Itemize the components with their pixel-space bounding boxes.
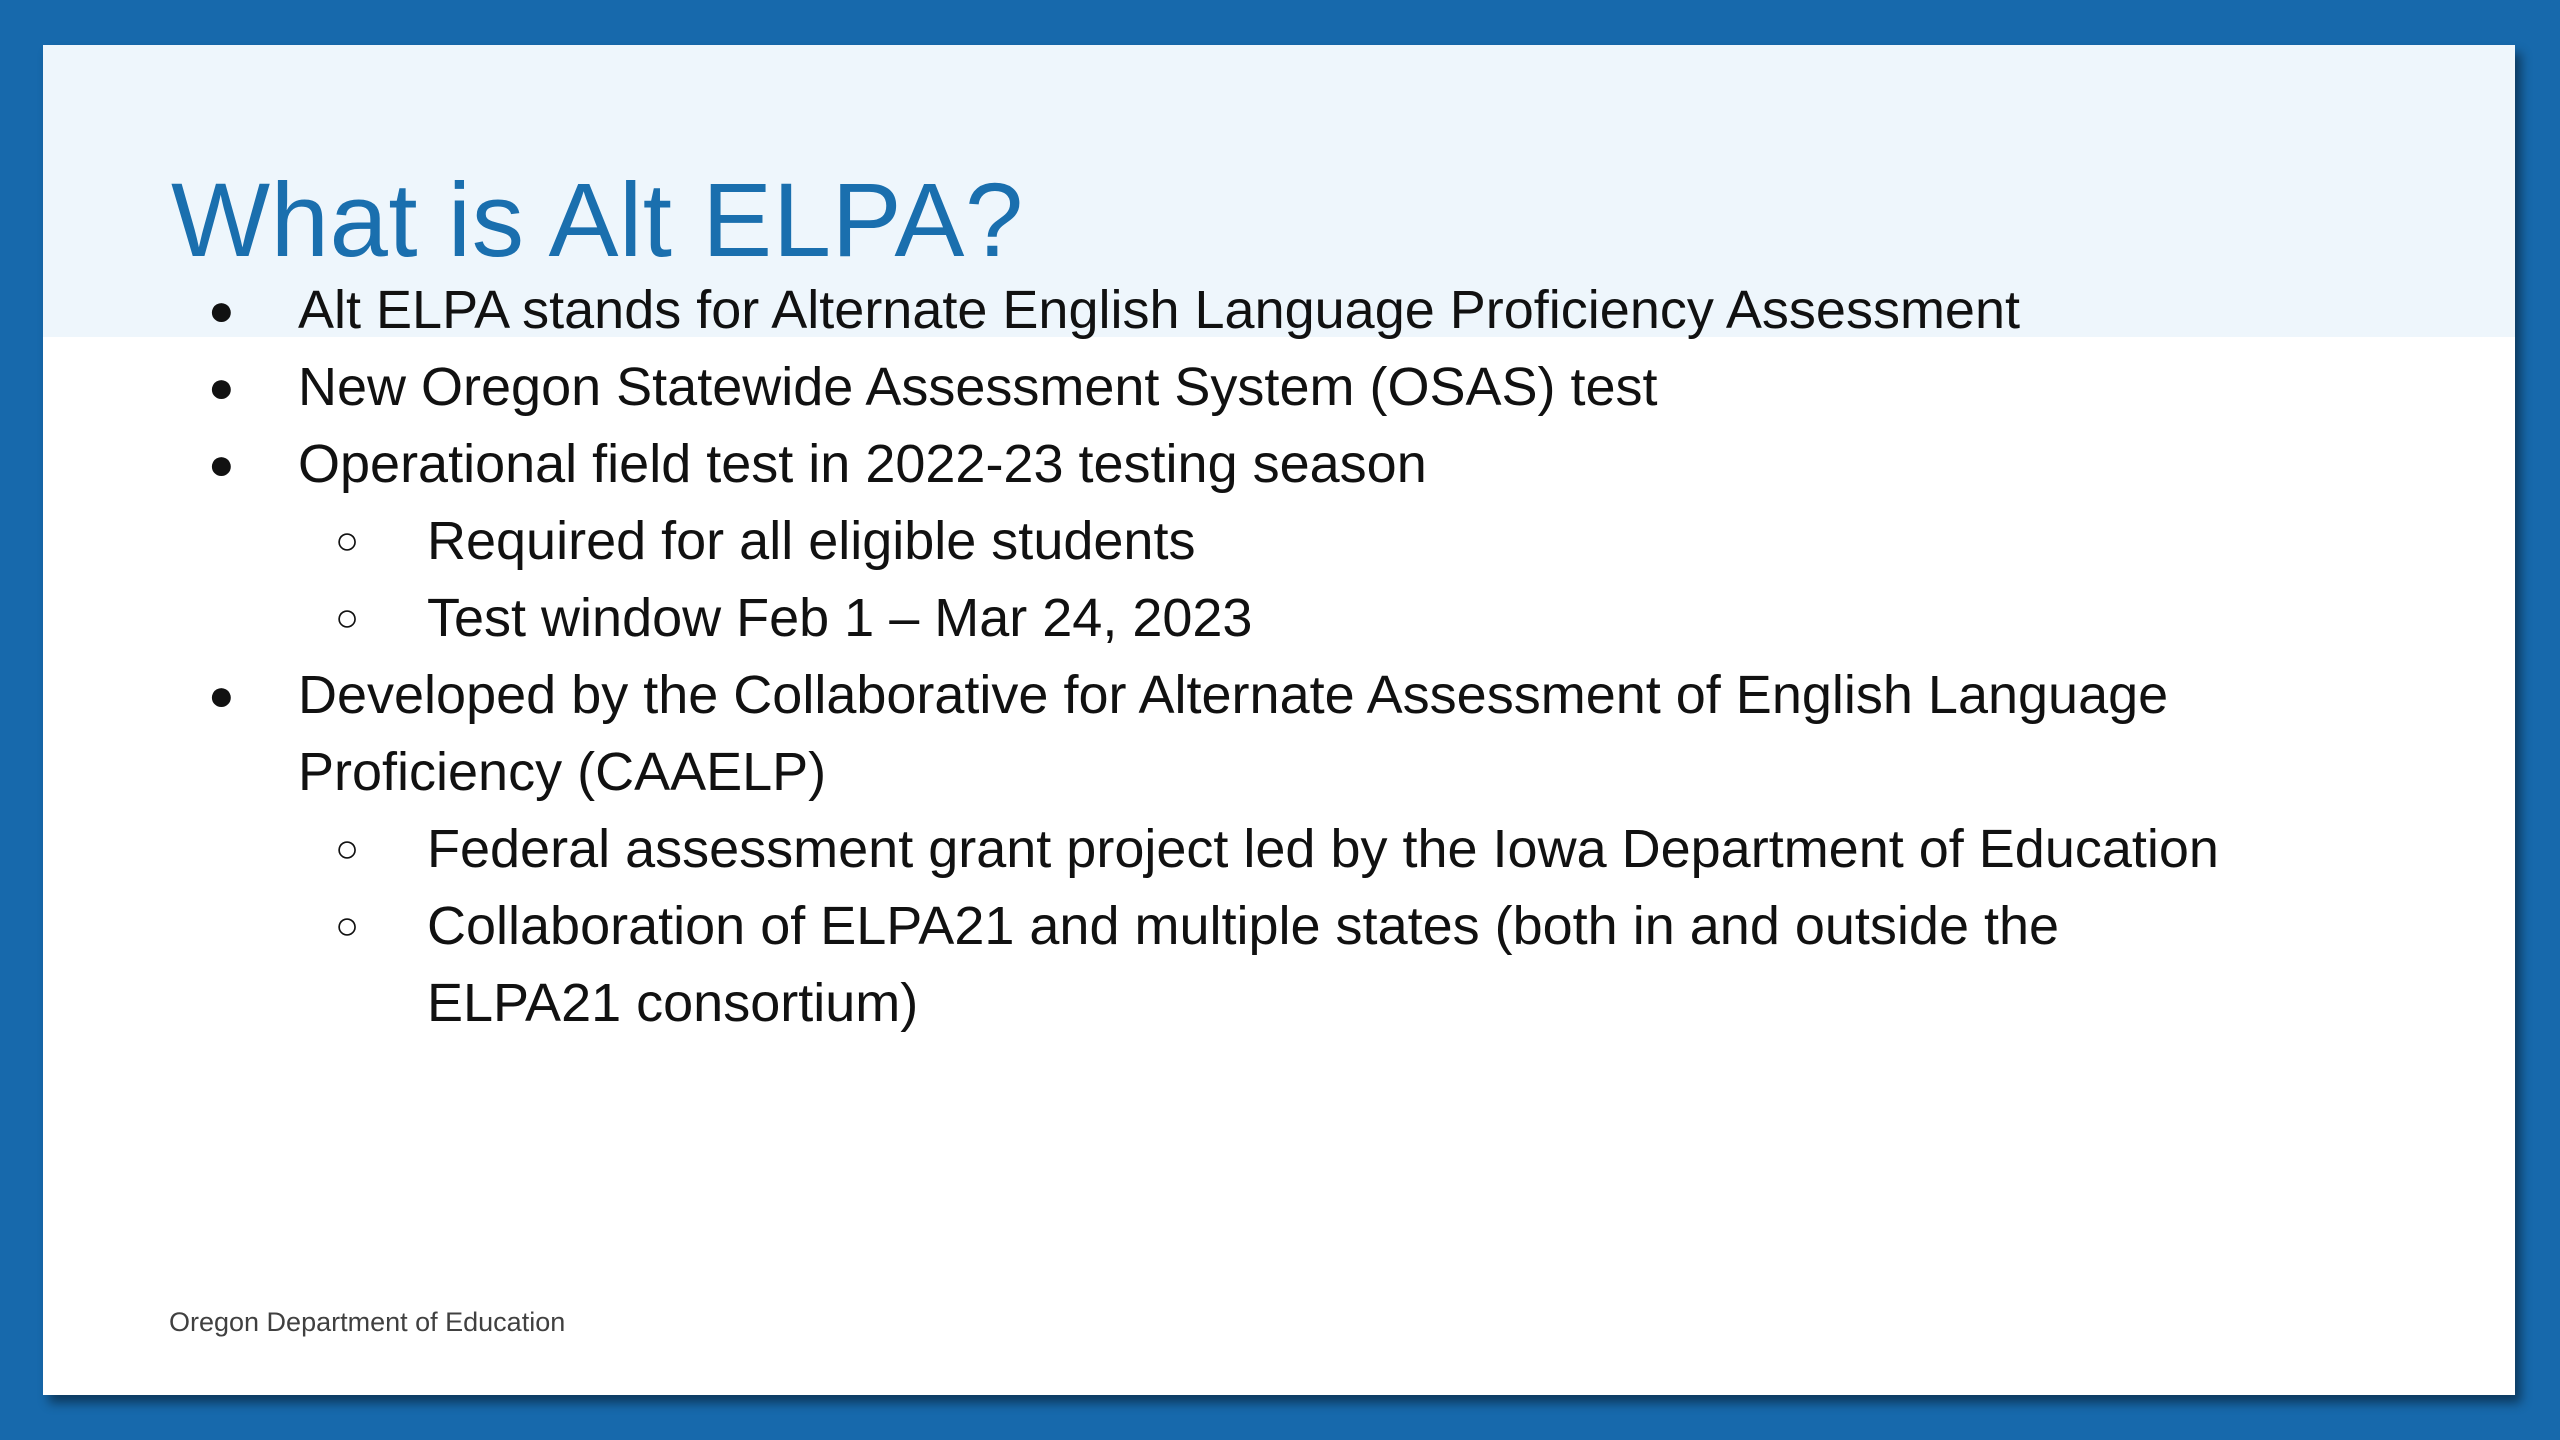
bullet-text-line: Federal assessment grant project led by the Iowa Department of Education bbox=[427, 819, 2219, 879]
bullet-marker-icon: ● bbox=[208, 286, 235, 335]
sub-bullet-marker-icon: ○ bbox=[335, 827, 360, 871]
bullet-text-line: Proficiency (CAAELP) bbox=[298, 742, 827, 802]
bullet-text-line: Alt ELPA stands for Alternate English Language Proficiency Assessment bbox=[298, 280, 2020, 340]
bullet-item bbox=[298, 349, 1658, 426]
bullet-marker-icon: ● bbox=[208, 440, 235, 489]
sub-bullet-marker-icon: ○ bbox=[335, 904, 360, 948]
bullet-item bbox=[298, 657, 2168, 811]
sub-bullet-marker-icon: ○ bbox=[335, 596, 360, 640]
bullet-text-line: Test window Feb 1 – Mar 24, 2023 bbox=[427, 588, 1253, 648]
bullet-text-line: Collaboration of ELPA21 and multiple states (both in and outside the bbox=[427, 896, 2060, 956]
bullet-marker-icon: ● bbox=[208, 363, 235, 412]
bullet-text-line: Developed by the Collaborative for Alternate Assessment of English Language bbox=[298, 665, 2169, 725]
bullet-item bbox=[298, 272, 2020, 349]
slide bbox=[43, 45, 2515, 1395]
sub-bullet-item bbox=[427, 811, 2219, 888]
bullet-marker-icon: ● bbox=[208, 671, 235, 720]
bullet-text-line: Required for all eligible students bbox=[427, 511, 1196, 571]
bullet-list bbox=[43, 45, 2515, 1395]
bullet-text-line: New Oregon Statewide Assessment System (OSAS) test bbox=[298, 357, 1658, 417]
sub-bullet-item bbox=[427, 888, 2059, 1042]
slide-title: What is Alt ELPA? bbox=[171, 162, 1024, 279]
sub-bullet-marker-icon: ○ bbox=[335, 519, 360, 563]
bullet-item bbox=[298, 426, 1427, 503]
sub-bullet-item bbox=[427, 580, 1252, 657]
bullet-text-line: Operational field test in 2022-23 testing season bbox=[298, 434, 1427, 494]
bullet-text-line: ELPA21 consortium) bbox=[427, 973, 919, 1033]
sub-bullet-item bbox=[427, 503, 1195, 580]
footer-organization: Oregon Department of Education bbox=[169, 1307, 566, 1337]
